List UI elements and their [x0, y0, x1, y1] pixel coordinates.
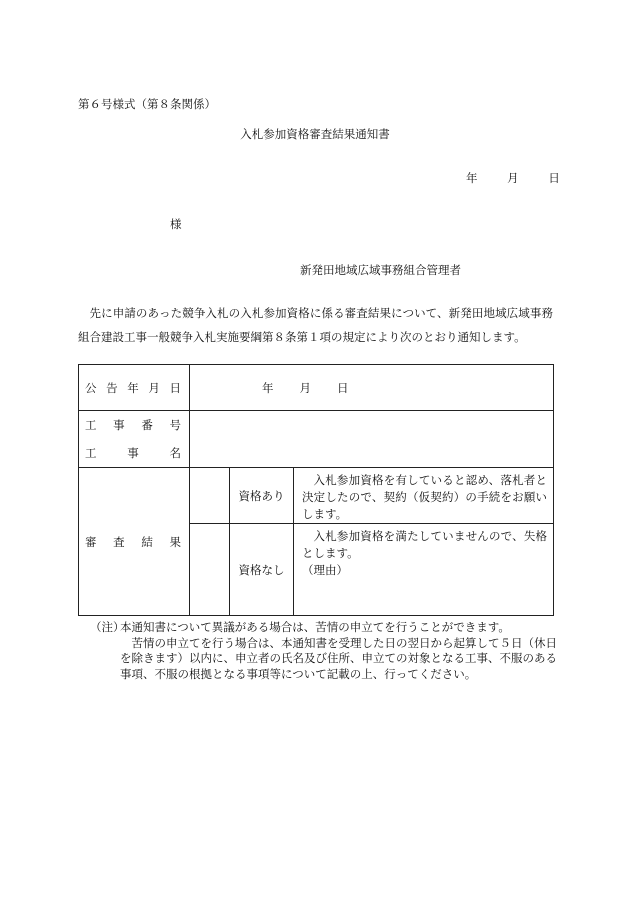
notice-body: 先に申請のあった競争入札の入札参加資格に係る審査結果について、新発田地域広域事務組合建設工事一般競争入札実施要綱第８条第１項の規定により次のとおり通知します。	[78, 306, 553, 344]
unqualified-label: 資格なし	[230, 524, 294, 616]
result-label: 審 査 結 果	[79, 468, 190, 616]
announce-date-value: 年 月 日	[190, 365, 554, 411]
result-table	[78, 364, 554, 616]
qualified-check-box	[190, 468, 230, 524]
work-value	[190, 411, 554, 468]
reason-label: （理由）	[302, 563, 348, 577]
qualified-row	[79, 468, 554, 524]
work-labels	[79, 411, 190, 468]
note-head: （注）	[90, 620, 125, 634]
announce-row	[79, 365, 554, 411]
date-day: 日	[548, 171, 560, 185]
addressee-suffix: 様	[170, 217, 182, 231]
work-row	[79, 411, 554, 468]
unqualified-text: 入札参加資格を満たしていませんので、失格とします。 （理由）	[294, 524, 554, 616]
issue-date	[466, 170, 560, 186]
document-title: 入札参加資格審査結果通知書	[240, 127, 390, 141]
work-number-label: 工 事 番 号	[85, 418, 181, 432]
qualified-label: 資格あり	[230, 468, 294, 524]
unqualified-check-box	[190, 524, 230, 616]
qualified-text: 入札参加資格を有していると認め、落札者と決定したので、契約（仮契約）の手続をお願いします。	[294, 468, 554, 524]
date-month: 月	[507, 171, 519, 185]
announce-date-label: 公 告 年 月 日	[79, 365, 190, 411]
sender-name: 新発田地域広域事務組合管理者	[300, 263, 461, 277]
work-name-label: 工 事 名	[85, 446, 181, 460]
note-line-2: 苦情の申立てを行う場合は、本通知書を受理した日の翌日から起算して５日（休日を除きます）以内に、申立者の氏名及び住所、申立ての対象となる工事、不服のある事項、不服の根拠となる事項等について記載の上、行ってください。	[120, 635, 557, 681]
form-number: 第６号様式（第８条関係）	[78, 97, 216, 111]
date-year: 年	[466, 171, 478, 185]
note-line-1: 本通知書について異議がある場合は、苦情の申立てを行うことができます。	[120, 620, 510, 634]
note	[90, 620, 560, 682]
